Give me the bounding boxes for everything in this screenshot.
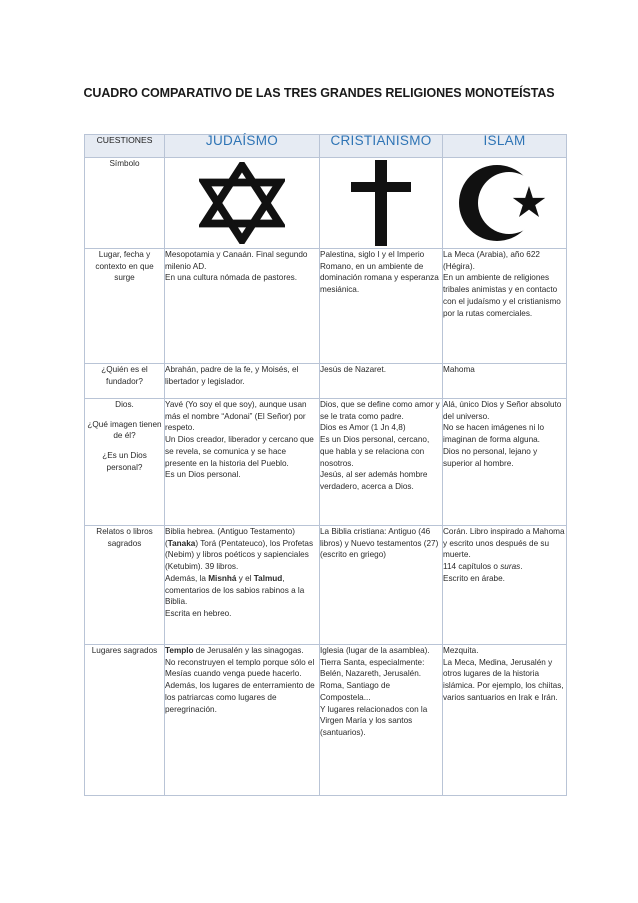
judaismo-dios-cell: Yavé (Yo soy el que soy), aunque usan más el nombre “Adonai” (El Señor) por respeto. Un Dios creador, liberador y cercano que se revela, se comunica y se hace presente en la historia del Pueblo. Es un Dios personal. (165, 399, 320, 526)
judaismo-fundador-cell: Abrahán, padre de la fe, y Moisés, el libertador y legislador. (165, 364, 320, 399)
islam-lugares-cell: Mezquita. La Meca, Medina, Jerusalén y otros lugares de la historia islámica. Por ejemplo, los chiitas, varios santuarios en Irak e Irán. (443, 645, 567, 796)
fundador-label: ¿Quién es el fundador? (85, 364, 165, 399)
islam-dios-cell: Alá, único Dios y Señor absoluto del universo. No se hacen imágenes ni lo imaginan de forma alguna. Dios no personal, lejano y superior al hombre. (443, 399, 567, 526)
judaismo-symbol-cell (165, 158, 320, 249)
header-islam: ISLAM (443, 135, 567, 158)
row-dios (85, 399, 567, 526)
header-cristianismo: CRISTIANISMO (320, 135, 443, 158)
header-judaismo: JUDAÍSMO (165, 135, 320, 158)
islam-libros-cell: Corán. Libro inspirado a Mahoma y escrito unos después de su muerte. 114 capítulos o suras. Escrito en árabe. (443, 526, 567, 645)
row-lugares (85, 645, 567, 796)
dios-label: Dios. ¿Qué imagen tienen de él? ¿Es un Dios personal? (85, 399, 165, 526)
cristianismo-libros-cell: La Biblia cristiana: Antiguo (46 libros) y Nuevo testamentos (27) (escrito en griego) (320, 526, 443, 645)
latin-cross-icon (349, 160, 413, 246)
cristianismo-fundador-cell: Jesús de Nazaret. (320, 364, 443, 399)
crescent-star-icon (457, 160, 553, 246)
lugar-label: Lugar, fecha y contexto en que surge (85, 249, 165, 364)
judaismo-lugar-cell: Mesopotamia y Canaán. Final segundo milenio AD. En una cultura nómada de pastores. (165, 249, 320, 364)
symbol-label: Símbolo (85, 158, 165, 249)
judaismo-lugares-cell: Templo de Jerusalén y las sinagogas. No reconstruyen el templo porque sólo el Mesías cuando venga puede hacerlo. Además, los lugares de enterramiento de los patriarcas como lugares de peregrinación. (165, 645, 320, 796)
star-of-david-icon (199, 162, 285, 244)
header-questions: CUESTIONES (85, 135, 165, 158)
cristianismo-lugar-cell: Palestina, siglo I y el Imperio Romano, en un ambiente de dominación romana y esperanza mesiánica. (320, 249, 443, 364)
libros-label: Relatos o libros sagrados (85, 526, 165, 645)
lugares-label: Lugares sagrados (85, 645, 165, 796)
islam-lugar-cell: La Meca (Arabia), año 622 (Hégira). En un ambiente de religiones tribales animistas y en contacto con el judaísmo y el cristianismo por la rutas comerciales. (443, 249, 567, 364)
row-libros (85, 526, 567, 645)
header-row (85, 135, 567, 158)
row-fundador (85, 364, 567, 399)
comparison-table (84, 134, 567, 796)
row-lugar (85, 249, 567, 364)
cristianismo-dios-cell: Dios, que se define como amor y se le trata como padre. Dios es Amor (1 Jn 4,8) Es un Dios personal, cercano, que habla y se relaciona con nosotros. Jesús, al ser además hombre verdadero, acerca a Dios. (320, 399, 443, 526)
islam-symbol-cell (443, 158, 567, 249)
islam-fundador-cell: Mahoma (443, 364, 567, 399)
cristianismo-symbol-cell (320, 158, 443, 249)
document-title: CUADRO COMPARATIVO DE LAS TRES GRANDES RELIGIONES MONOTEÍSTAS (83, 86, 555, 100)
symbol-row (85, 158, 567, 249)
judaismo-libros-cell: Biblia hebrea. (Antiguo Testamento) (Tanaka) Torá (Pentateuco), los Profetas (Nebim) y libros poéticos y sapienciales (Ketubim). 39 libros. Además, la Misnhá y el Talmud, comentarios de los sabios rabinos a la Biblia. Escrita en hebreo. (165, 526, 320, 645)
cristianismo-lugares-cell: Iglesia (lugar de la asamblea). Tierra Santa, especialmente: Belén, Nazareth, Jerusalén. Roma, Santiago de Compostela... Y lugares relacionados con la Virgen María y los santos (santuarios). (320, 645, 443, 796)
